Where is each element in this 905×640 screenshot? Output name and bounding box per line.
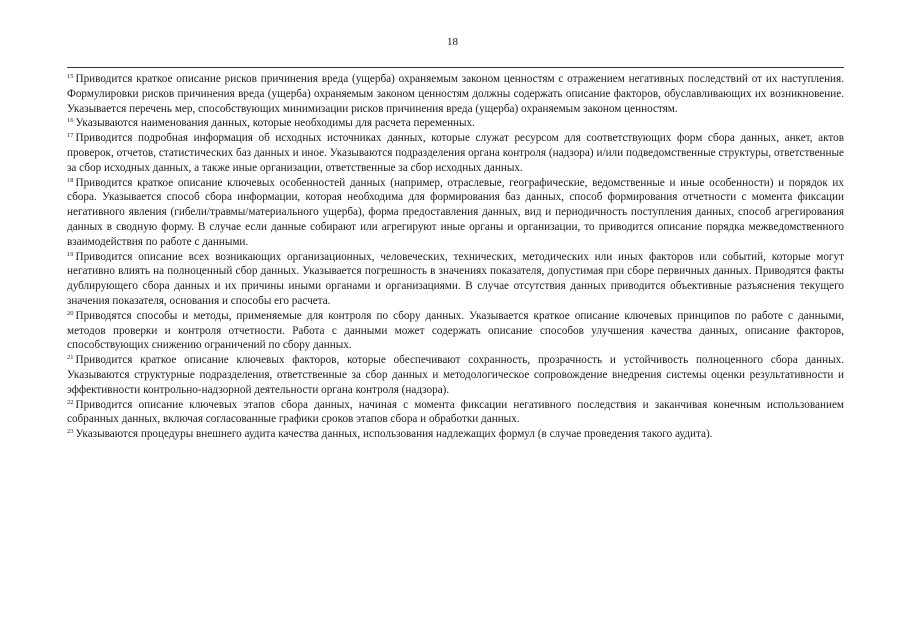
footnote-marker: 19: [67, 250, 74, 258]
footnote-text: Приводится подробная информация об исходных источниках данных, которые служат ресурсом для соответствующих форм сбора данных, анкет, актов проверок, отчетов, статистических баз данных и иное. Указываются подразделения органа контроля (надзора) и/или подведомственные структуры, ответственные за сбор исходных данных, а также иные организации, ответственные за сбор исходных данных.: [67, 132, 844, 174]
footnote-marker: 15: [67, 73, 74, 80]
footnote-text: Приводится краткое описание ключевых факторов, которые обеспечивают сохранность, прозрачность и устойчивость полноценного сбора данных. Указываются структурные подразделения, ответственные за сбор данных и методологическое сопровождение внедрения системы оценки результативности и эффективности контрольно-надзорной деятельности органа контроля (надзора).: [67, 354, 844, 396]
footnote-19: [67, 250, 844, 309]
footnote-15: [67, 72, 844, 116]
footnote-22: [67, 398, 844, 428]
footnote-text: Указываются наименования данных, которые необходимы для расчета переменных.: [75, 117, 475, 130]
footnote-text: Указываются процедуры внешнего аудита качества данных, использования надлежащих формул (в случае проведения такого аудита).: [75, 428, 713, 441]
footnote-marker: 17: [67, 132, 74, 140]
footnote-text: Приводится описание всех возникающих организационных, человеческих, технических, методических или иных факторов или событий, которые могут негативно влиять на полноценный сбор данных. Указывается погрешность в значениях показателя, допустимая при сборе первичных данных. Приводятся факты дублирующего сбора данных и их причины иными органами и организациями. В случае отсутствия данных приводится объективные разъяснения текущего значения показателя, основания и способы его расчета.: [67, 250, 844, 307]
footnote-separator: [67, 67, 844, 68]
footnote-text: Приводится описание ключевых этапов сбора данных, начиная с момента фиксации негативного последствия и заканчивая конечным использованием собранных данных, включая согласованные графики сроков этапов сбора и обработки данных.: [67, 398, 844, 426]
footnote-21: [67, 353, 844, 397]
footnote-marker: 16: [67, 117, 74, 125]
footnote-marker: 18: [67, 176, 74, 184]
footnotes-block: [67, 72, 844, 442]
footnote-23: [67, 427, 844, 442]
footnote-marker: 21: [67, 354, 74, 362]
footnote-marker: 22: [67, 398, 74, 406]
page-number: 18: [447, 36, 458, 48]
footnote-17: [67, 131, 844, 175]
footnote-text: Приводится краткое описание рисков причинения вреда (ущерба) охраняемым законом ценностям с отражением негативных последствий от их наступления. Формулировки рисков причинения вреда (ущерба) охраняемым законом ценностям должны содержать описание факторов, обуславливающих их возникновение. Указывается перечень мер, способствующих минимизации рисков причинения вреда (ущерба) охраняемым законом ценностям.: [67, 73, 844, 115]
footnote-marker: 20: [67, 309, 74, 317]
footnote-16: [67, 116, 844, 131]
footnote-20: [67, 309, 844, 353]
footnote-text: Приводятся способы и методы, применяемые для контроля по сбору данных. Указывается краткое описание ключевых принципов по работе с данными, методов проверки и контроля отчетности. Работа с данными может содержать описание способов улучшения качества данных, описание факторов, способствующих снижению ограничений по сбору данных.: [67, 309, 844, 352]
footnote-text: Приводится краткое описание ключевых особенностей данных (например, отраслевые, географические, ведомственные и иные особенности) и порядок их сбора. Указывается способ сбора информации, которая необходима для формирования баз данных, способ формирования отчетности с момента фиксации негативного явления (гибели/травмы/материального ущерба), форма предоставления данных, вид и периодичность поступления данных, способ агрегирования данных в сводную форму. В случае если данные собирают или агрегируют иные органы и организации, то приводится описание порядка межведомственного взаимодействия по работе с данными.: [67, 176, 844, 248]
footnote-18: [67, 176, 844, 250]
footnote-marker: 23: [67, 428, 74, 436]
